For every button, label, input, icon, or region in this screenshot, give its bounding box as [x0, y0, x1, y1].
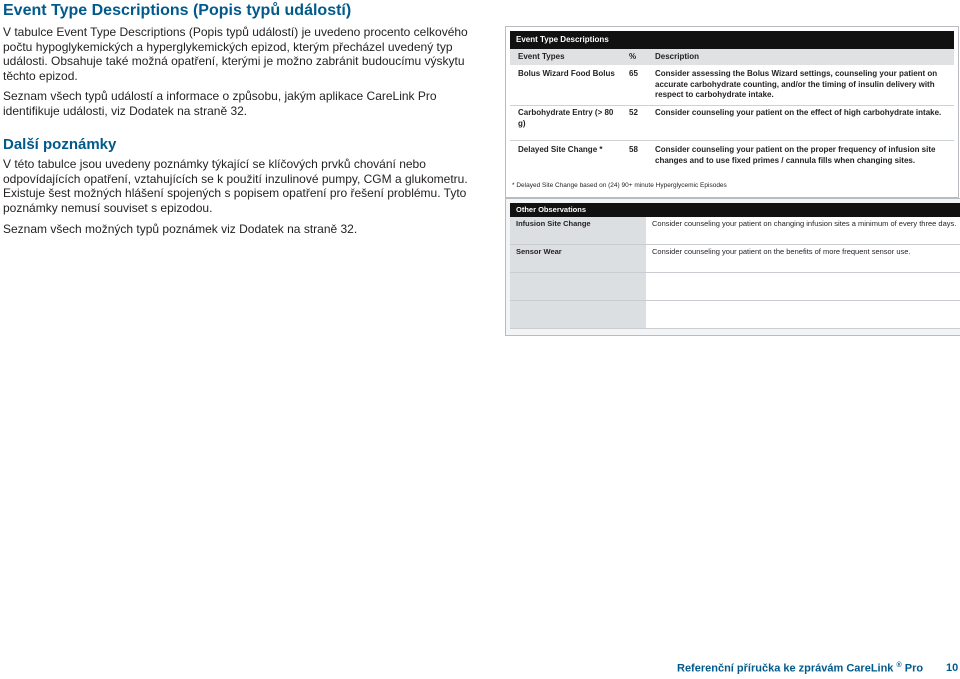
section-title-event-types: Event Type Descriptions (Popis typů událostí)	[3, 2, 352, 19]
observation-label	[510, 301, 646, 328]
description-cell: Consider counseling your patient on the proper frequency of infusion site changes and to use fixed primes / cannula fills when changing sites.	[655, 145, 936, 165]
event-table-title: Event Type Descriptions	[510, 31, 954, 49]
event-types-paragraph-1: V tabulce Event Type Descriptions (Popis typů událostí) je uvedeno procento celkového počtu hypoglykemických a hyperglykemických epizod, kterým přecházel uvedený typ události. Obsahuje také možná opatření, kterými je možno zabránit budoucímu výskytu těchto epizod.	[3, 25, 468, 83]
table-row	[510, 273, 960, 301]
observation-text: Consider counseling your patient on the benefits of more frequent sensor use.	[652, 247, 911, 256]
percent-cell: 52	[629, 108, 638, 117]
section-title-notes: Další poznámky	[3, 136, 117, 153]
percent-cell: 58	[629, 145, 638, 154]
observations-title: Other Observations	[510, 203, 960, 217]
event-types-paragraph-2: Seznam všech typů událostí a informace o způsobu, jakým aplikace CareLink Pro identifikuje události, viz Dodatek na straně 32.	[3, 89, 437, 118]
event-type-cell: Bolus Wizard Food Bolus	[518, 69, 615, 78]
description-cell: Consider assessing the Bolus Wizard settings, counseling your patient on accurate carbohydrate counting, and/or the timing of insulin delivery with respect to carbohydrate intake.	[655, 69, 938, 99]
observation-label: Infusion Site Change	[510, 217, 646, 244]
table-row	[510, 245, 960, 273]
table-row	[510, 143, 954, 175]
event-type-table-screenshot	[505, 26, 959, 198]
page-footer	[677, 662, 923, 675]
percent-cell: 65	[629, 69, 638, 78]
page-number: 10	[946, 662, 959, 674]
observation-text: Consider counseling your patient on changing infusion sites a minimum of every three days.	[652, 219, 957, 228]
event-table-header-row	[510, 49, 954, 65]
table-row	[510, 217, 960, 245]
event-type-cell: Carbohydrate Entry (> 80 g)	[518, 108, 614, 128]
footer-title-suffix: Pro	[904, 662, 924, 675]
notes-paragraph-1: V této tabulce jsou uvedeny poznámky týkající se klíčových prvků chování nebo odpovídajících opatření, vztahujících se k použití inzulinové pumpy, CGM a glukometru. Existuje šest možných hlášení spojených s popisem opatření pro řešení problému. Tyto poznámky nemusí souviset s epizodou.	[3, 157, 468, 215]
row-divider	[510, 140, 954, 141]
observation-label: Sensor Wear	[510, 245, 646, 272]
table-row	[510, 67, 954, 105]
footer-title: Referenční příručka ke zprávám CareLink	[677, 662, 894, 675]
description-cell: Consider counseling your patient on the effect of high carbohydrate intake.	[655, 108, 942, 117]
col-header-description: Description	[655, 52, 700, 61]
col-header-percent: %	[629, 52, 637, 61]
table-row	[510, 301, 960, 329]
observation-label	[510, 273, 646, 300]
col-header-event-types: Event Types	[518, 52, 565, 61]
event-type-cell: Delayed Site Change *	[518, 145, 603, 154]
event-table-footnote: * Delayed Site Change based on (24) 90+ minute Hyperglycemic Episodes	[512, 182, 727, 189]
other-observations-screenshot	[505, 198, 960, 336]
registered-mark: ®	[896, 662, 902, 669]
table-row	[510, 106, 954, 140]
notes-paragraph-2: Seznam všech možných typů poznámek viz Dodatek na straně 32.	[3, 222, 358, 236]
